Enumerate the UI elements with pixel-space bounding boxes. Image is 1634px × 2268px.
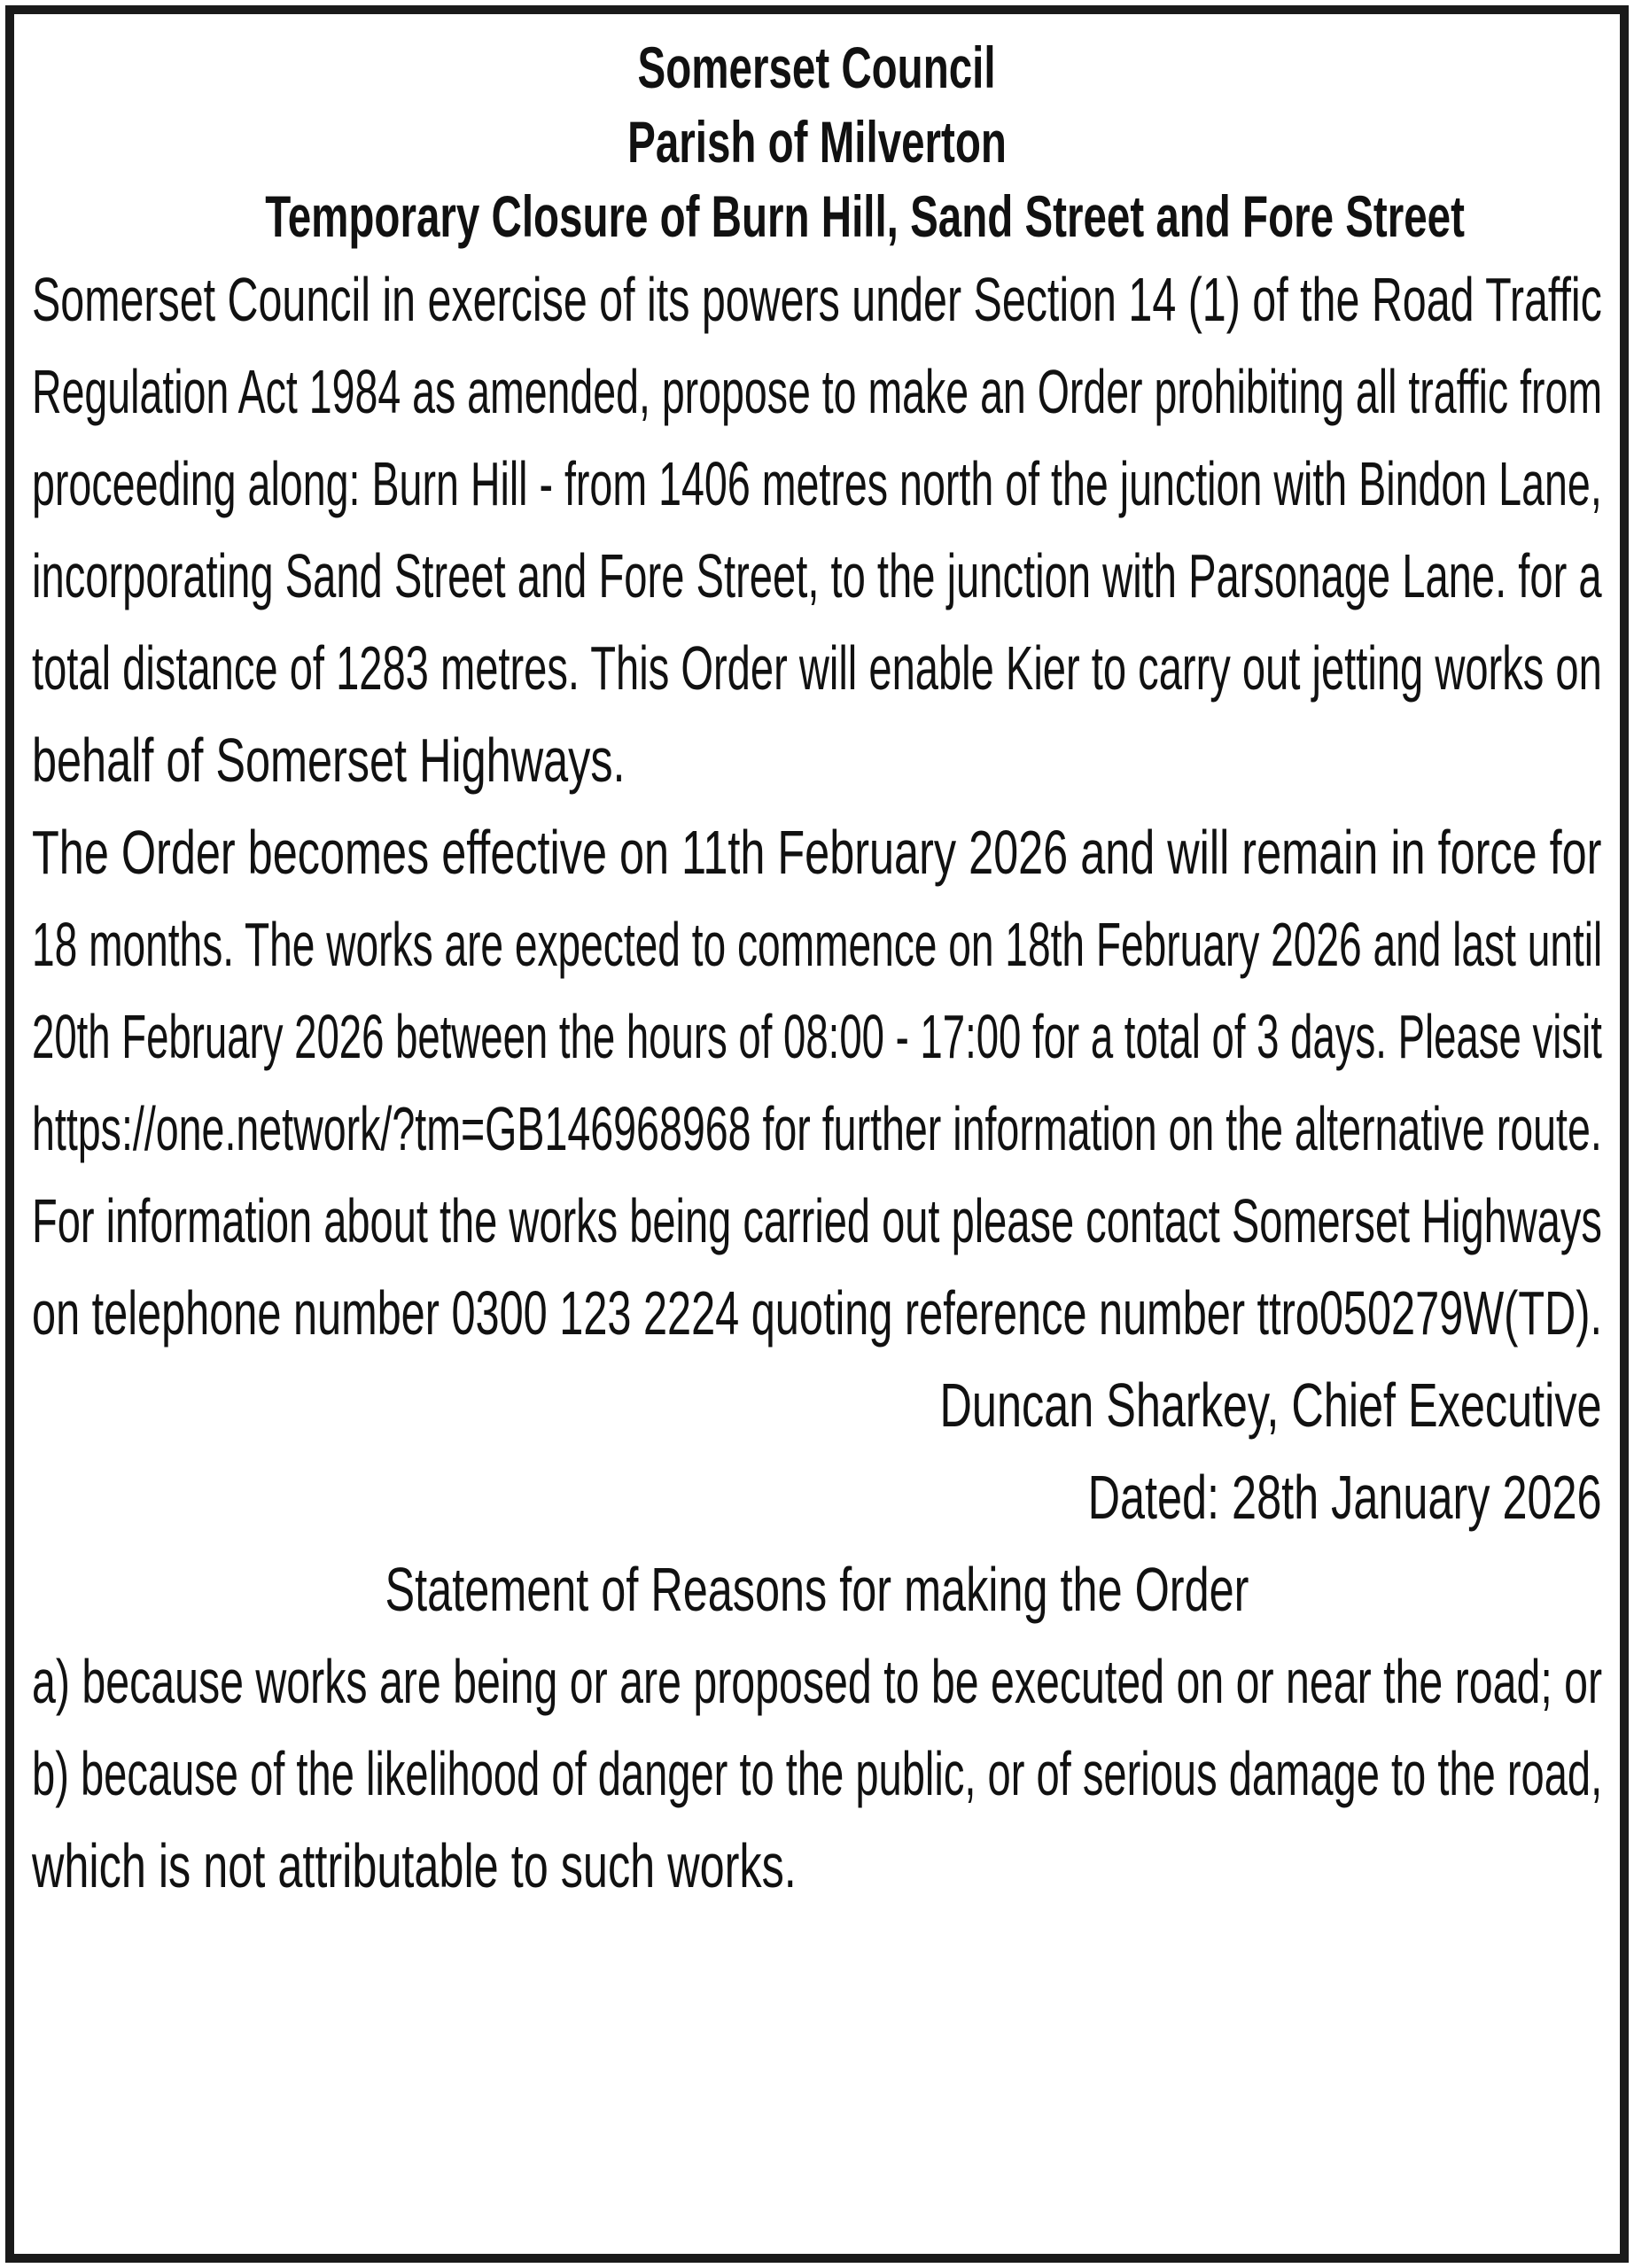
signatory-text: Duncan Sharkey, Chief Executive — [939, 1371, 1602, 1440]
reasons-heading — [32, 1543, 1602, 1635]
body-line-text: proceeding along: Burn Hill - from 1406 metres north of the junction with Bindon Lane, — [32, 449, 1602, 518]
body-line — [32, 253, 1602, 346]
notice-title-text: Temporary Closure of Burn Hill, Sand Street and Fore Street — [265, 183, 1465, 249]
body-line — [32, 438, 1602, 530]
reason-text: which is not attributable to such works. — [32, 1831, 797, 1900]
body-line — [32, 806, 1602, 898]
body-line-text: https://one.network/?tm=GB146968968 for further information on the alternative route. — [32, 1094, 1602, 1163]
notice-title — [32, 179, 1602, 253]
body-line-text: For information about the works being carried out please contact Somerset Highways — [32, 1186, 1602, 1255]
body-line-text: incorporating Sand Street and Fore Street, to the junction with Parsonage Lane. for a — [32, 541, 1602, 610]
body-line — [32, 990, 1602, 1083]
reason-item — [32, 1728, 1602, 1820]
body-line-text: Somerset Council in exercise of its powers under Section 14 (1) of the Road Traffic — [32, 265, 1602, 334]
body-line-text: Regulation Act 1984 as amended, propose to make an Order prohibiting all traffic from — [32, 357, 1603, 426]
body-line — [32, 1175, 1602, 1267]
body-line-text: on telephone number 0300 123 2224 quoting reference number ttro050279W(TD). — [32, 1278, 1602, 1348]
body-line-text: total distance of 1283 metres. This Order will enable Kier to carry out jetting works on — [32, 633, 1602, 703]
date-line — [32, 1451, 1602, 1543]
body-line-text: 18 months. The works are expected to commence on 18th February 2026 and last until — [32, 910, 1603, 979]
authority-heading — [32, 30, 1602, 105]
body-line — [32, 346, 1602, 438]
body-paragraph-2 — [32, 806, 1602, 1359]
date-text: Dated: 28th January 2026 — [1087, 1463, 1602, 1532]
body-paragraph-1 — [32, 253, 1602, 806]
body-line — [32, 622, 1602, 714]
body-line-text: 20th February 2026 between the hours of 08:00 - 17:00 for a total of 3 days. Please visit — [32, 1002, 1602, 1071]
reasons-heading-text: Statement of Reasons for making the Order — [385, 1555, 1249, 1624]
parish-heading — [32, 105, 1602, 179]
body-line — [32, 1267, 1602, 1359]
body-line-text: behalf of Somerset Highways. — [32, 726, 626, 795]
authority-text: Somerset Council — [637, 35, 997, 100]
reason-item — [32, 1635, 1602, 1728]
reasons-list — [32, 1635, 1602, 1912]
body-line — [32, 530, 1602, 622]
reason-item — [32, 1820, 1602, 1912]
body-line-text: The Order becomes effective on 11th February 2026 and will remain in force for — [32, 818, 1602, 887]
reason-text: b) because of the likelihood of danger to the public, or of serious damage to the road, — [32, 1739, 1603, 1808]
body-line — [32, 714, 1602, 806]
notice-frame — [5, 5, 1629, 2263]
signatory — [32, 1359, 1602, 1451]
body-line — [32, 1083, 1602, 1175]
body-line — [32, 898, 1602, 990]
parish-text: Parish of Milverton — [627, 109, 1007, 175]
public-notice — [32, 30, 1602, 1912]
reason-text: a) because works are being or are proposed to be executed on or near the road; or — [32, 1647, 1603, 1716]
